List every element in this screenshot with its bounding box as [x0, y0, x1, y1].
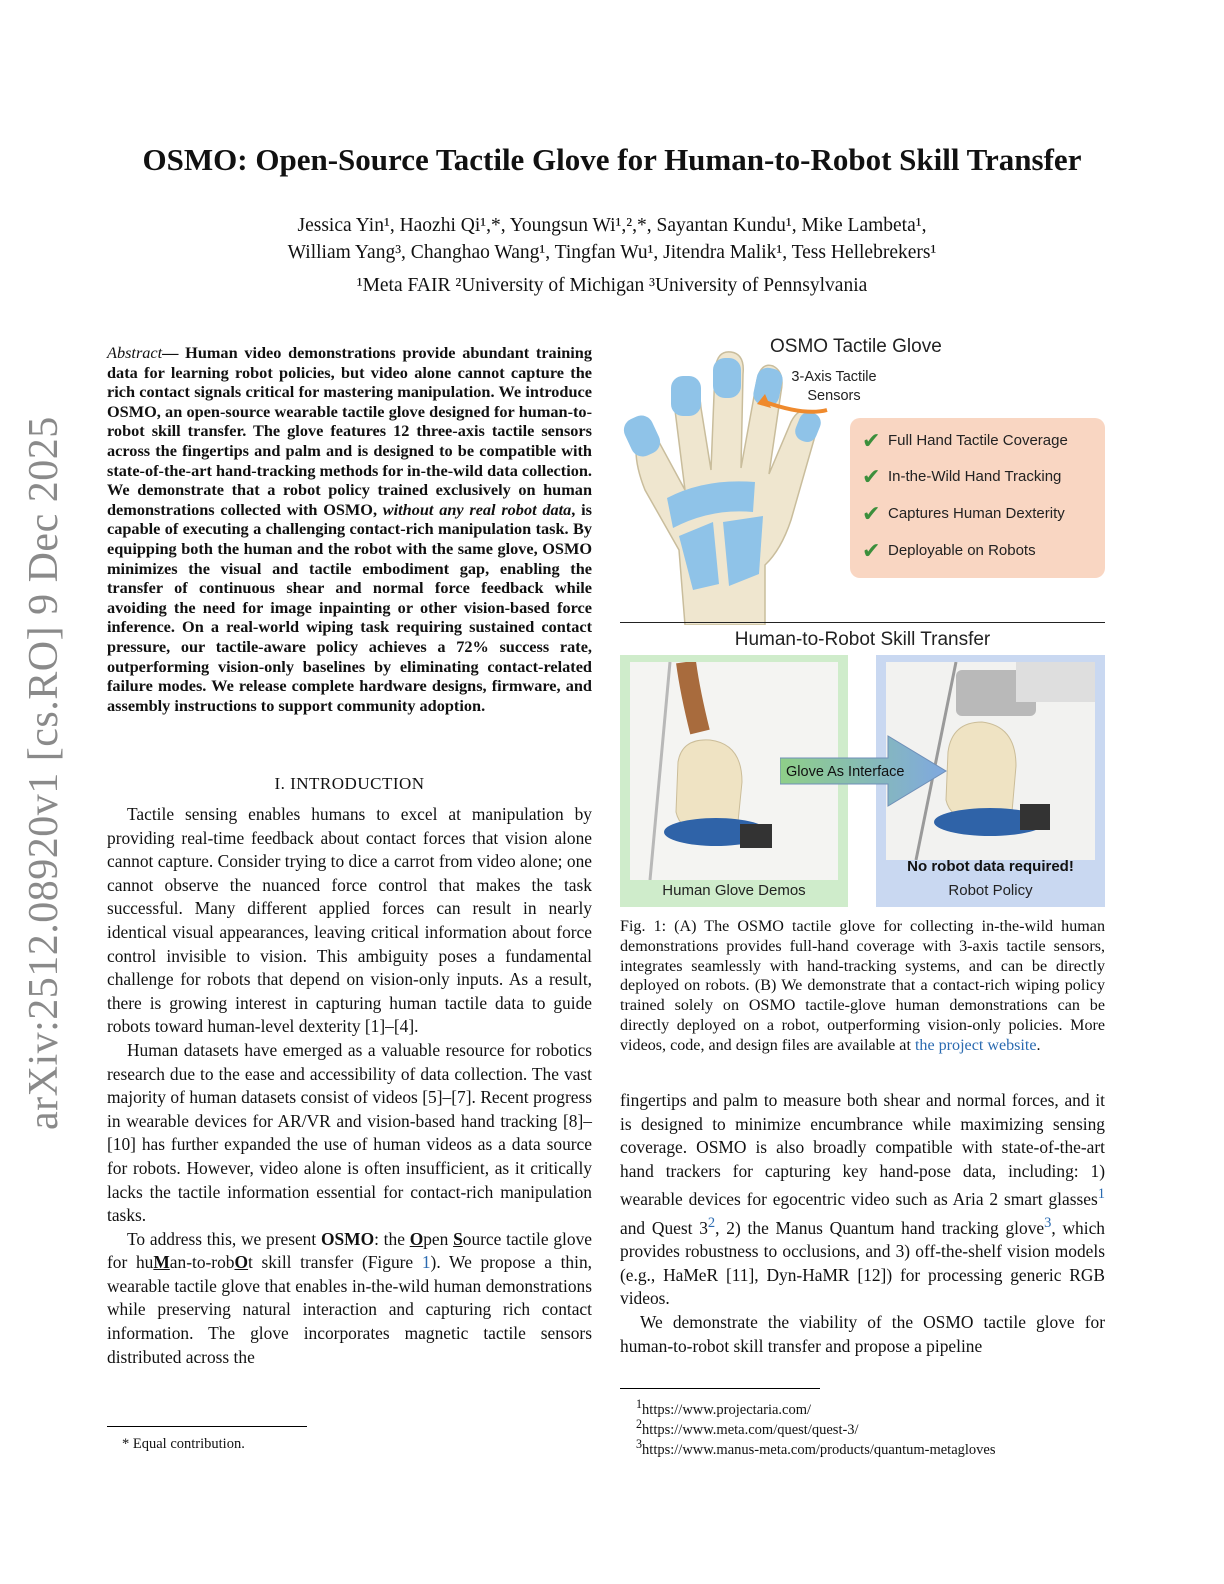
p3-text: : the [374, 1228, 410, 1249]
intro-left-column [107, 803, 592, 1369]
robot-policy-label: Robot Policy [948, 882, 1033, 899]
acronym-letter: M [153, 1252, 170, 1273]
footnote-equal-contribution: * Equal contribution. [122, 1436, 245, 1452]
intro-paragraph-3 [107, 1228, 592, 1370]
figure-divider [620, 622, 1105, 623]
footnote-ref-3[interactable]: 3 [1044, 1214, 1052, 1231]
checkmark-icon: ✔ [862, 428, 881, 453]
p3-text: an-to-rob [169, 1252, 235, 1273]
p3-text: t skill transfer (Figure [248, 1252, 422, 1273]
acronym-letter: O [409, 1228, 424, 1249]
acronym-letter: O [234, 1252, 249, 1273]
acronym-letter: S [453, 1228, 463, 1249]
footnote-ref-1[interactable]: 1 [1097, 1186, 1105, 1203]
right-text: , which provides robustness to occlusions, and 3) off-the-shelf vision models (e.g., HaMeR [11], Dyn-HaMR [12]) for processing generic RGB videos. [620, 1217, 1105, 1309]
p3-text: tactile glove for hu [107, 1228, 592, 1273]
abstract-label: Abstract [107, 343, 163, 362]
footnote-ref-2[interactable]: 2 [707, 1214, 716, 1231]
arxiv-stamp: arXiv:2512.08920v1 [cs.RO] 9 Dec 2025 [21, 416, 67, 1130]
footnote-3: $^3$https://www.manus-meta.com/products/quantum-metagloves [636, 1437, 996, 1458]
project-website-link[interactable]: the project website [914, 1036, 1037, 1054]
p3-text: ). We propose a thin, wearable tactile glove that enables in-the-wild human demonstrations while preserving natural interaction and capturing rich contact information. The glove incorporates magnetic tactile sensors distributed across the [107, 1252, 593, 1367]
abstract-emphasis: without any real robot data [382, 499, 572, 519]
figure-caption [620, 917, 1105, 1056]
figure-ref-link[interactable]: 1 [421, 1252, 431, 1273]
glove-illustration [615, 350, 855, 625]
feature-item: ✔ Full Hand Tactile Coverage [862, 428, 1068, 453]
right-text: fingertips and palm to measure both shear and normal forces, and it is designed to minimize encumbrance while maximizing sensing coverage. OSMO is also broadly compatible with state-of-the-art hand trackers for capturing key hand-pose data, including: 1) wearable devices for egocentric video such as Aria 2 smart glasses [620, 1090, 1105, 1210]
abstract-text-b: , is capable of executing a challenging contact-rich manipulation task. By equipping both the human and the robot with the same glove, OSMO minimizes the visual and tactile embodiment gap, enabling the transfer of continuous shear and normal force feedback while avoiding the need for image inpainting or other vision-based force inference. On a real-world wiping task requiring sustained contact pressure, our tactile-aware policy achieves a 72% success rate, outperforming vision-only baselines by eliminating contact-related failure modes. We release complete hardware designs, firmware, and assembly instructions to support community adoption. [107, 499, 592, 715]
p3-text: ource [462, 1228, 502, 1249]
glove-hand-icon [620, 352, 824, 625]
no-robot-data-label: No robot data required! [907, 858, 1074, 875]
p3-text: To address this, we present [127, 1228, 321, 1249]
right-paragraph-2: We demonstrate the viability of the OSMO tactile glove for human-to-robot skill transfer and propose a pipeline [620, 1311, 1105, 1356]
abstract-text-a: — Human video demonstrations provide abundant training data for learning robot policies, but video alone cannot capture the rich contact signals critical for mastering manipulation. We introduce OSMO, an open-source wearable tactile glove designed for human-to-robot skill transfer. The glove features 12 three-axis tactile sensors across the fingertips and palm and is designed to be compatible with state-of-the-art hand-tracking methods for in-the-wild data collection. We demonstrate that a robot policy trained exclusively on human demonstrations collected with OSMO, [107, 343, 592, 519]
footnote-rule-right [620, 1388, 820, 1389]
checkmark-icon: ✔ [862, 538, 881, 563]
checkmark-icon: ✔ [862, 464, 881, 489]
intro-paragraph-2: Human datasets have emerged as a valuable resource for robotics research due to the ease and accessibility of data collection. The vast majority of human datasets consist of videos [5]–[7]. Recent progress in wearable devices for AR/VR and vision-based hand tracking [8]–[10] has further expanded the use of human videos as a data source for robots. However, video alone is often insufficient, as it critically lacks the tactile information essential for contact-rich manipulation tasks. [107, 1039, 592, 1226]
checkmark-icon: ✔ [862, 501, 881, 526]
panel-a-title: OSMO Tactile Glove [770, 336, 942, 357]
human-demo-label: Human Glove Demos [662, 882, 806, 899]
section-heading-introduction: I. INTRODUCTION [274, 774, 425, 793]
feature-item: ✔ In-the-Wild Hand Tracking [862, 464, 1062, 489]
caption-text-end: . [1036, 1036, 1041, 1054]
p3-text: pen [423, 1228, 454, 1249]
right-text: , 2) the Manus Quantum hand tracking glove [715, 1217, 1045, 1238]
right-text: and Quest 3 [620, 1217, 708, 1238]
abstract [107, 343, 592, 715]
right-paragraph-1 [620, 1089, 1105, 1311]
panel-b-title: Human-to-Robot Skill Transfer [734, 629, 991, 650]
sensor-label-1: 3-Axis Tactile [791, 369, 877, 385]
feature-item: ✔ Deployable on Robots [862, 538, 1036, 563]
footnote-rule-left [107, 1426, 307, 1427]
footnote-2: $^2$https://www.meta.com/quest/quest-3/ [636, 1417, 859, 1438]
intro-paragraph-1: Tactile sensing enables humans to excel at manipulation by providing real-time feedback about contact forces that vision alone cannot capture. Consider trying to dice a carrot from video alone; one cannot observe the nuanced force control that makes the task successful. Many different applied forces can result in nearly identical visual appearances, leaving critical information about force control invisible to vision. This ambiguity poses a fundamental challenge for robots that depend on vision-only inputs. As a result, there is growing interest in capturing human tactile data to guide robots toward human-level dexterity [1]–[4]. [107, 804, 592, 1037]
feature-item: ✔ Captures Human Dexterity [862, 501, 1065, 526]
sensor-label-2: Sensors [807, 388, 861, 404]
arrow-label: Glove As Interface [786, 764, 905, 780]
authors-line-2: William Yang³, Changhao Wang¹, Tingfan Wu¹, Jitendra Malik¹, Tess Hellebrekers¹ [287, 242, 937, 263]
footnote-1: $^1$https://www.projectaria.com/ [636, 1397, 812, 1418]
intro-right-column [620, 1089, 1105, 1358]
paper-title: OSMO: Open-Source Tactile Glove for Human-to-Robot Skill Transfer [142, 142, 1082, 177]
osmo-bold: OSMO [320, 1228, 375, 1249]
caption-text: Fig. 1: (A) The OSMO tactile glove for collecting in-the-wild human demonstrations provides full-hand coverage with 3-axis tactile sensors, integrates seamlessly with hand-tracking systems, and can be directly deployed on robots. (B) We demonstrate that a contact-rich wiping policy trained solely on OSMO tactile-glove human demonstrations can be directly deployed on a robot, outperforming vision-only policies. More videos, code, and design files are available at [620, 918, 1105, 1054]
authors-line-1: Jessica Yin¹, Haozhi Qi¹,*, Youngsun Wi¹,²,*, Sayantan Kundu¹, Mike Lambeta¹, [297, 215, 927, 236]
affiliations: ¹Meta FAIR ²University of Michigan ³University of Pennsylvania [356, 275, 868, 296]
